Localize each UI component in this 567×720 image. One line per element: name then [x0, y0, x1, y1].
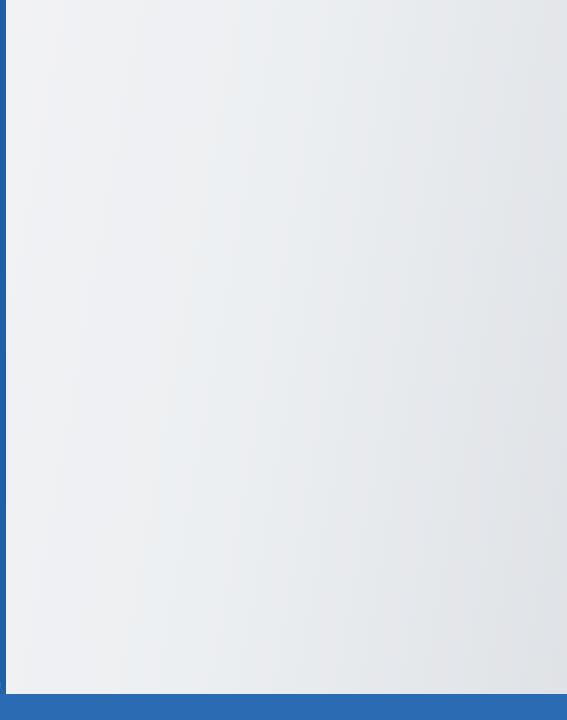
- bottom-blue-band: [0, 694, 567, 720]
- left-accent-stripe: [0, 0, 6, 700]
